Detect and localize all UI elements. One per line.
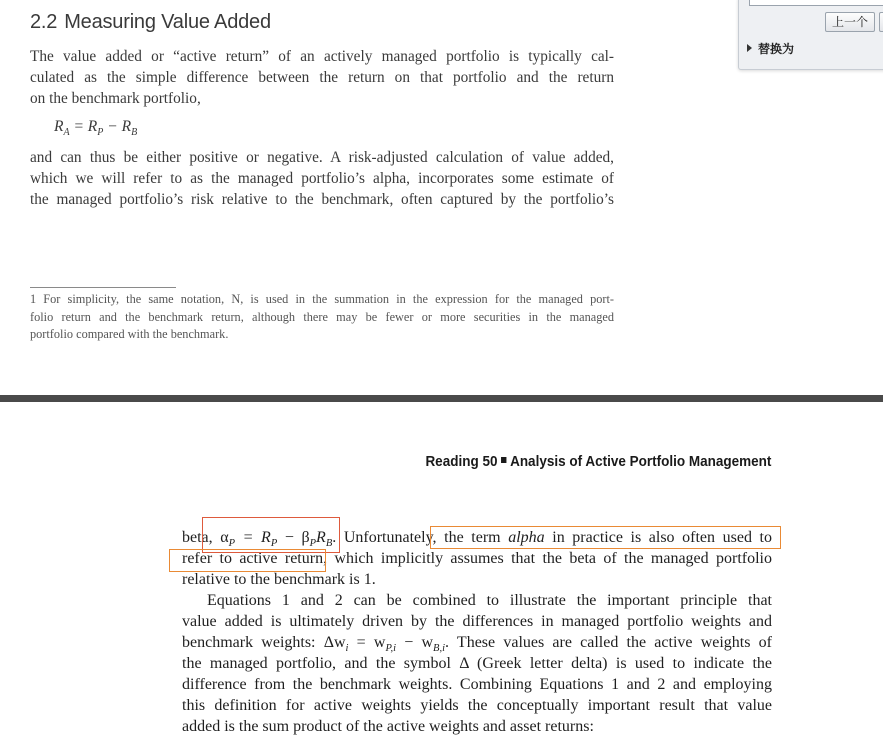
text-line: on the benchmark portfolio, xyxy=(30,90,201,107)
text-run: beta, α xyxy=(182,529,229,546)
text-run: = R xyxy=(235,529,271,546)
annotation-box-active-return xyxy=(169,549,326,572)
equation-active-return xyxy=(54,118,137,138)
subscript: P,i xyxy=(385,643,397,655)
eq-symbol: R xyxy=(121,118,132,135)
footnote-line: portfolio compared with the benchmark. xyxy=(30,327,229,341)
text-line: the managed portfolio, and the symbol Δ (Greek letter delta) is used to indicate the xyxy=(182,655,772,672)
text-line: culated as the simple difference between the return on that portfolio and the return xyxy=(30,69,614,86)
footnote-rule xyxy=(30,287,176,288)
eq-operator: − xyxy=(103,118,122,135)
eq-operator: = xyxy=(69,118,88,135)
text-line: and can thus be either positive or negative. A risk-adjusted calculation of value added, xyxy=(30,149,614,166)
paragraph-risk-adjusted xyxy=(30,147,614,210)
eq-subscript: B xyxy=(131,127,138,139)
subscript: i xyxy=(345,643,349,655)
text-run: in practice is also often used to xyxy=(544,529,772,546)
find-previous-button[interactable]: 上一个 xyxy=(825,12,875,32)
eq-subscript: A xyxy=(63,127,70,139)
text-run: − β xyxy=(277,529,310,546)
text-line: Equations 1 and 2 can be combined to illustrate the important principle that xyxy=(207,592,772,609)
separator-square-icon xyxy=(501,457,506,463)
alpha-term: alpha xyxy=(508,529,545,546)
reading-title: Analysis of Active Portfolio Management xyxy=(509,453,771,470)
subscript: P xyxy=(228,538,236,550)
text-line: difference from the benchmark weights. Combining Equations 1 and 2 and employing xyxy=(182,676,772,693)
replace-toggle[interactable] xyxy=(747,40,794,57)
text-run: benchmark weights: Δw xyxy=(182,634,346,651)
page-divider xyxy=(0,395,883,402)
find-next-button[interactable] xyxy=(879,12,883,32)
text-line: value added is ultimately driven by the differences in managed portfolio weights and xyxy=(182,613,772,630)
eq-subscript: P xyxy=(97,127,104,139)
footnote-line: 1 For simplicity, the same notation, N, is used in the summation in the expression for the managed port- xyxy=(30,292,614,306)
eq-symbol: R xyxy=(54,118,64,135)
section-title: Measuring Value Added xyxy=(64,11,271,33)
eq-symbol: R xyxy=(87,118,98,135)
annotation-box-alpha-equation xyxy=(202,517,340,553)
text-line: The value added or “active return” of an actively managed portfolio is typically cal- xyxy=(30,48,614,65)
paragraph-active-return xyxy=(30,46,614,109)
text-run: . These values are called the active weights of xyxy=(445,634,772,651)
text-run: = w xyxy=(348,634,386,651)
text-run: − w xyxy=(396,634,434,651)
text-line: relative to the benchmark is 1. xyxy=(182,571,376,588)
footnote-line: folio return and the benchmark return, although there may be fewer or more securities in the managed xyxy=(30,309,614,324)
text-line: the managed portfolio’s risk relative to the benchmark, often captured by the portfolio’s xyxy=(30,191,614,208)
find-input[interactable] xyxy=(749,0,883,6)
subscript: P xyxy=(270,538,278,550)
text-line xyxy=(182,632,772,653)
text-line: which we will refer to as the managed portfolio’s alpha, incorporates some estimate of xyxy=(30,170,614,187)
find-panel xyxy=(738,0,883,70)
replace-label: 替换为 xyxy=(758,42,795,56)
subscript: B,i xyxy=(433,643,446,655)
section-number: 2.2 xyxy=(30,11,58,33)
text-line: refer to active return, which implicitly assumes that the beta of the managed portfolio xyxy=(182,550,772,567)
section-heading xyxy=(30,11,271,34)
text-run: R xyxy=(316,529,326,546)
reading-number: Reading 50 xyxy=(425,453,498,470)
subscript: P xyxy=(309,538,317,550)
text-run: . Unfortunately, the term xyxy=(332,529,509,546)
annotation-box-alpha-term xyxy=(430,526,781,549)
text-line: this definition for active weights yields the conceptually important result that value xyxy=(182,697,772,714)
text-line: added is the sum product of the active weights and asset returns: xyxy=(182,718,594,735)
footnote xyxy=(30,291,614,344)
expand-triangle-icon xyxy=(747,44,752,52)
subscript: B xyxy=(325,538,333,550)
running-head xyxy=(425,453,771,470)
